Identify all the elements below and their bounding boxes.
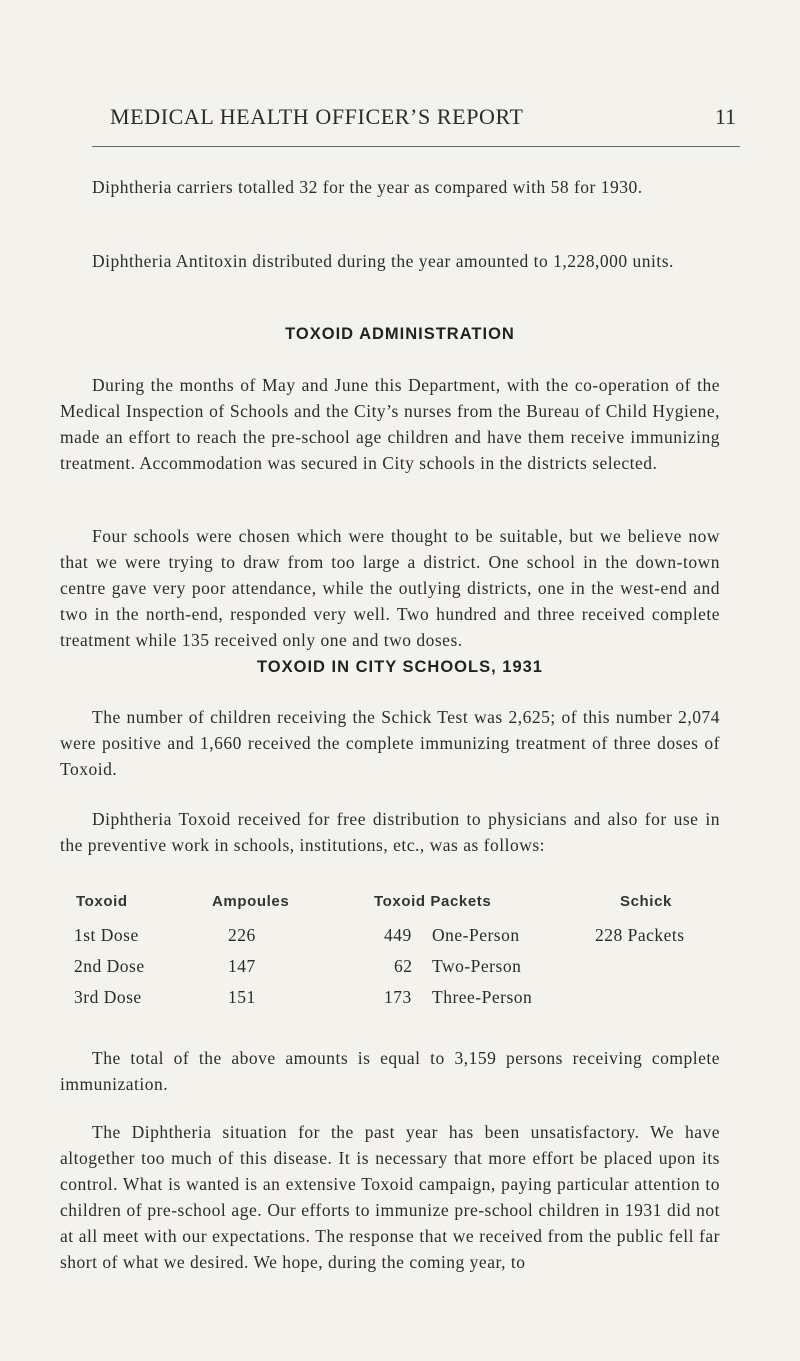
cell-ampoules: 147 <box>228 956 256 976</box>
col-header-ampoules: Ampoules <box>212 893 290 910</box>
paragraph-situation: The Diphtheria situation for the past year has been unsatisfactory. We have altogether too much of this disease. It is necessary that more effort be placed upon its control. What is wanted is an extensive Toxoid campaign, paying particular attention to children of pre-school age. Our efforts to immunize pre-school children in 1931 did not at all meet with our expectations. The response that we received from the public fell far short of what we desired. We hope, during the coming year, to <box>60 1122 720 1272</box>
col-header-toxoid: Toxoid <box>76 893 128 910</box>
cell-ampoules: 226 <box>228 925 256 945</box>
cell-schick: 228 Packets <box>595 925 685 945</box>
heading-toxoid-city-schools: TOXOID IN CITY SCHOOLS, 1931 <box>257 658 543 676</box>
paragraph-may-june: During the months of May and June this Department, with the co-operation of the Medical Inspection of Schools and the City’s nurses from the Bureau of Child Hygiene, made an effort to reach the pre-school age children and have them receive immunizing treatment. Accommodation was secured in City schools in the districts selected. <box>60 375 720 473</box>
cell-packets: 62 <box>394 956 413 976</box>
header-rule <box>92 146 740 147</box>
paragraph-carriers: Diphtheria carriers totalled 32 for the year as compared with 58 for 1930. <box>92 177 643 197</box>
cell-dose: 3rd Dose <box>74 987 142 1007</box>
page-number: 11 <box>714 104 736 129</box>
col-header-toxoid-packets: Toxoid Packets <box>374 893 492 910</box>
paragraph-antitoxin: Diphtheria Antitoxin distributed during the year amounted to 1,228,000 units. <box>92 251 674 271</box>
col-header-schick: Schick <box>620 893 672 910</box>
toxoid-table <box>60 893 740 1023</box>
heading-toxoid-administration: TOXOID ADMINISTRATION <box>285 325 515 343</box>
cell-packet-type: Three-Person <box>432 987 533 1007</box>
cell-packets: 449 <box>384 925 412 945</box>
cell-packet-type: Two-Person <box>432 956 522 976</box>
paragraph-total: The total of the above amounts is equal to 3,159 persons receiving complete immunization. <box>60 1048 720 1094</box>
paragraph-four-schools: Four schools were chosen which were thought to be suitable, but we believe now that we were trying to draw from too large a district. One school in the down-town centre gave very poor attendance, while the outlying districts, one in the west-end and two in the north-end, responded very well. Two hundred and three received complete treatment while 135 received only one and two doses. <box>60 526 720 650</box>
cell-ampoules: 151 <box>228 987 256 1007</box>
cell-packet-type: One-Person <box>432 925 520 945</box>
cell-dose: 2nd Dose <box>74 956 145 976</box>
cell-dose: 1st Dose <box>74 925 139 945</box>
paragraph-schick-test: The number of children receiving the Schick Test was 2,625; of this number 2,074 were positive and 1,660 received the complete immunizing treatment of three doses of Toxoid. <box>60 707 720 779</box>
running-title: MEDICAL HEALTH OFFICER’S REPORT <box>110 104 524 129</box>
cell-packets: 173 <box>384 987 412 1007</box>
paragraph-toxoid-received: Diphtheria Toxoid received for free distribution to physicians and also for use in the preventive work in schools, institutions, etc., was as follows: <box>60 809 720 855</box>
running-header <box>60 104 740 134</box>
